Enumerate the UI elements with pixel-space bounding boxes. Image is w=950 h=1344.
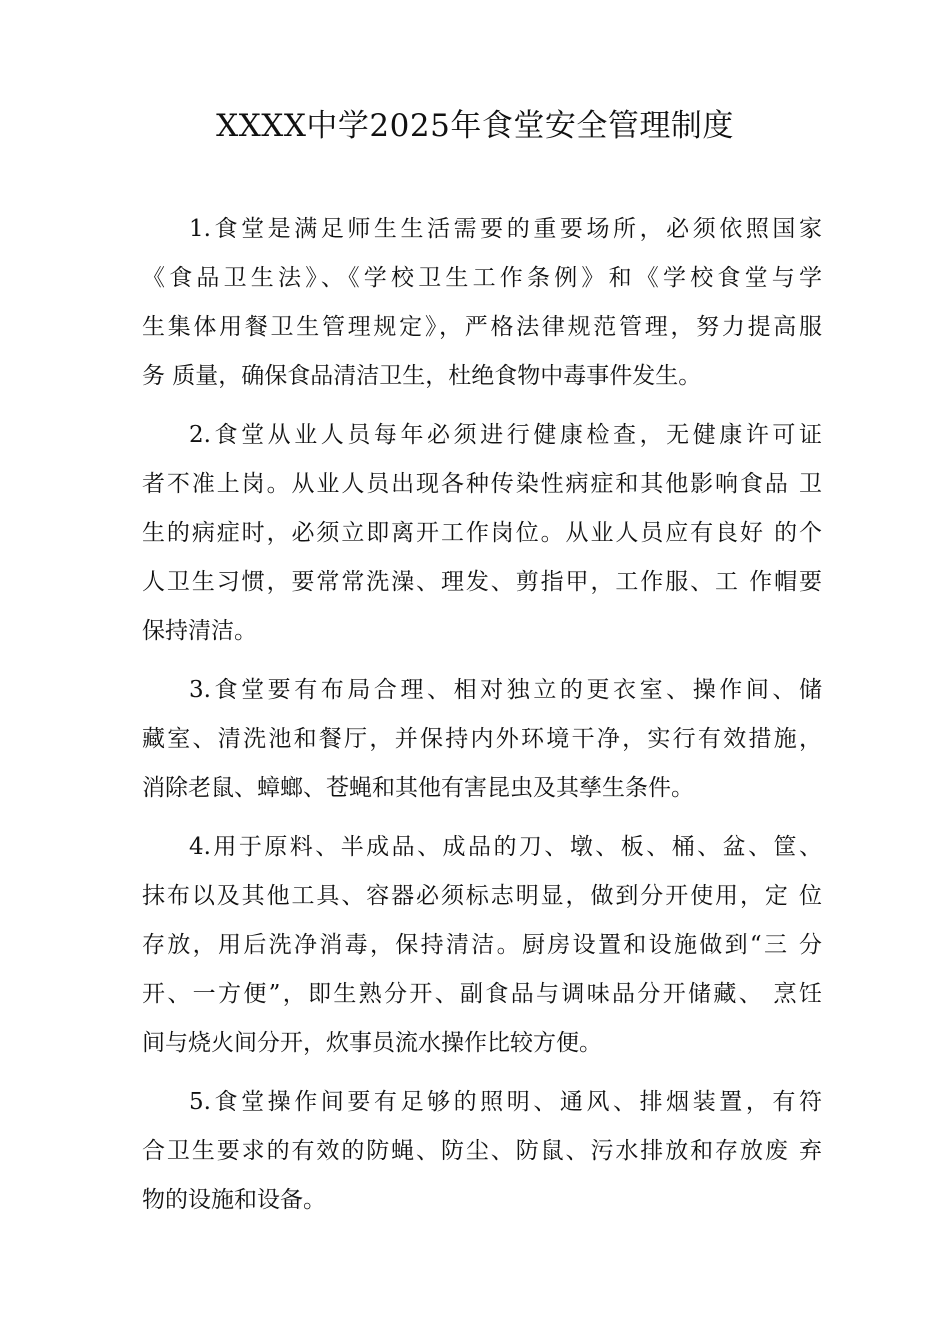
paragraph-line: 开、一方便”，即生熟分开、副食品与调味品分开储藏、 烹饪 [142,981,822,1007]
paragraph-line: 存放，用后洗净消毒，保持清洁。厨房设置和设施做到“三 分 [142,932,822,958]
paragraph-line: 《食品卫生法》、《学校卫生工作条例》和《学校食堂与学 [142,265,822,291]
paragraph-line: 消除老鼠、蟑螂、苍蝇和其他有害昆虫及其孳生条件。 [142,775,694,801]
paragraph-line: 抹布以及其他工具、容器必须标志明显，做到分开使用，定 位 [142,883,822,909]
paragraph-line: 生的病症时，必须立即离开工作岗位。从业人员应有良好 的个 [142,520,822,546]
paragraph-line: 2.食堂从业人员每年必须进行健康检查，无健康许可证 [189,422,822,448]
document-body [142,205,822,1235]
paragraph-line: 1.食堂是满足师生生活需要的重要场所，必须依照国家 [189,216,822,242]
paragraph-2 [142,411,822,656]
paragraph-1 [142,205,822,401]
paragraph-line: 5.食堂操作间要有足够的照明、通风、排烟装置，有符 [189,1089,822,1115]
paragraph-3 [142,666,822,813]
paragraph-4 [142,823,822,1068]
paragraph-line: 4.用于原料、半成品、成品的刀、墩、板、桶、盆、筐、 [189,834,822,860]
paragraph-line: 务 质量，确保食品清洁卫生，杜绝食物中毒事件发生。 [142,363,702,389]
paragraph-line: 人卫生习惯，要常常洗澡、理发、剪指甲，工作服、工 作帽要 [142,569,822,595]
paragraph-line: 3.食堂要有布局合理、相对独立的更衣室、操作间、储 [189,677,822,703]
paragraph-line: 保持清洁。 [142,618,257,644]
paragraph-line: 间与烧火间分开，炊事员流水操作比较方便。 [142,1030,602,1056]
paragraph-line: 藏室、清洗池和餐厅，并保持内外环境干净，实行有效措施， [142,726,822,752]
document-title: XXXX中学2025年食堂安全管理制度 [216,108,734,144]
paragraph-5 [142,1078,822,1225]
paragraph-line: 合卫生要求的有效的防蝇、防尘、防鼠、污水排放和存放废 弃 [142,1138,822,1164]
paragraph-line: 者不准上岗。从业人员出现各种传染性病症和其他影响食品 卫 [142,471,822,497]
paragraph-line: 生集体用餐卫生管理规定》，严格法律规范管理，努力提高服 [142,314,822,340]
paragraph-line: 物的设施和设备。 [142,1187,326,1213]
